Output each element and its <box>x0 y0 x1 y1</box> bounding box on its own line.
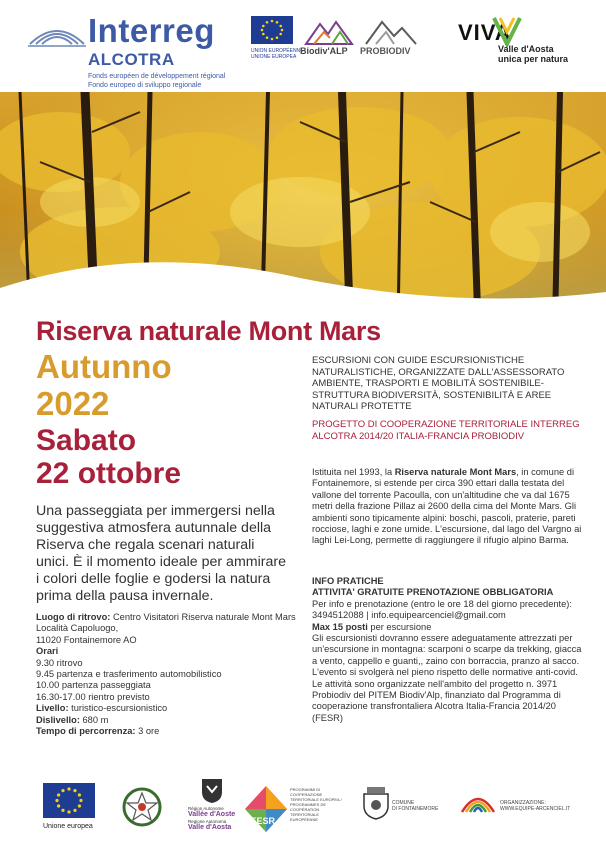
elevation-value: 680 m <box>79 714 109 725</box>
date-title: 22 ottobre <box>36 457 182 490</box>
viva-leaf-icon <box>490 14 524 48</box>
mountains-icon <box>300 16 360 46</box>
elevation-gain <box>36 715 296 726</box>
schedule-item: 10.00 partenza passeggiata <box>36 680 151 691</box>
biodivalp-logo <box>300 16 360 58</box>
schedule-item: 9.30 ritrovo <box>36 657 83 668</box>
info-title: INFO PRATICHE <box>312 576 384 586</box>
elevation-label: Dislivello: <box>36 714 80 725</box>
reserve-text-1: Istituita nel 1993, la <box>312 467 395 477</box>
valle-text-1: Région Autonome <box>188 806 224 811</box>
progetto-description: PROGETTO DI COOPERAZIONE TERRITORIALE INTERREG ALCOTRA 2014/20 ITALIA-FRANCIA PROBIODIV <box>312 419 580 442</box>
valle-daosta-logo <box>188 778 236 838</box>
viva-logo <box>458 14 588 74</box>
organizer-label-1: ORGANIZZAZIONE: <box>500 800 546 806</box>
valle-text-3: Regione Autonoma <box>188 819 227 824</box>
duration-label: Tempo di percorrenza: <box>36 726 136 737</box>
max-participants <box>312 622 584 633</box>
alcotra-wordmark: ALCOTRA <box>88 50 175 69</box>
reserve-name: Riserva naturale Mont Mars <box>394 467 517 477</box>
probiodiv-logo <box>360 16 420 58</box>
difficulty-value: turistico-escursionistico <box>68 703 168 714</box>
header <box>0 0 606 98</box>
contact-info[interactable]: 3494512088 | info.equipearcenciel@gmail.com <box>312 610 506 621</box>
interreg-wordmark: Interreg <box>88 12 215 49</box>
duration-value: 3 ore <box>135 726 160 737</box>
eu-flag-icon <box>251 16 293 44</box>
fesr-label: FESR <box>251 816 276 826</box>
fontainemore-label-1: COMUNE <box>392 800 415 806</box>
valle-text-2: Vallée d'Aoste <box>188 811 236 818</box>
valle-text-4: Valle d'Aosta <box>188 824 232 831</box>
coat-of-arms-icon <box>201 778 223 804</box>
info-booking: Per info e prenotazione (entro le ore 18 del giorno precedente): <box>312 598 572 609</box>
fondo-text: Fondo europeo di sviluppo regionale <box>88 82 202 89</box>
info-section <box>312 576 584 724</box>
eu-label-top: UNION EUROPÉENNE UNIONE EUROPEA <box>251 48 304 60</box>
fontainemore-label-2: DI FONTAINEMORE <box>392 806 439 812</box>
fesr-logo <box>241 782 291 836</box>
schedule-item: 9.45 partenza e trasferimento automobilistico <box>36 669 222 680</box>
reserve-description <box>312 467 584 547</box>
meeting-point-value: Centro Visitatori Riserva naturale Mont Mars <box>110 612 296 622</box>
cooperation-programmes-text: PROGRAMMI DI COOPERAZIONE TERRITORIALE EUROPEA / PROGRAMMES DE COOPÉRATION TERRITORIALE EUROPÉENNE <box>290 787 342 822</box>
viva-sub1: Valle d'Aosta <box>498 44 554 54</box>
larch-forest-photo <box>0 92 606 324</box>
viva-wordmark: VIVA <box>458 20 512 45</box>
fonds-text: Fonds européen de développement régional <box>88 73 226 80</box>
event-title: Riserva naturale Mont Mars <box>36 316 381 346</box>
difficulty-level <box>36 703 296 714</box>
difficulty-label: Livello: <box>36 703 69 714</box>
eu-label: Unione europea <box>43 823 93 830</box>
equipe-arcenciel-logo <box>458 786 498 820</box>
covid-note: L'evento si svolgerà nel pieno rispetto delle normative anti-covid. <box>312 667 578 678</box>
viva-sub2: unica per natura <box>498 54 569 64</box>
schedule-item: 16.30-17.00 rientro previsto <box>36 691 150 702</box>
organizer-label <box>500 800 570 812</box>
intro-paragraph: Una passeggiata per immergersi nella suggestiva atmosfera autunnale della Riserva che regala scenari naturali unici. È il momento ideale per ammirare i colori delle foglie e godersi la natura prima della pausa invernale. <box>36 503 286 605</box>
fontainemore-label <box>392 800 438 812</box>
italian-emblem-icon <box>121 785 163 829</box>
meeting-point <box>36 612 296 623</box>
probiodiv-mountains-icon <box>360 16 420 46</box>
year-title: 2022 <box>36 385 110 422</box>
schedule-label: Orari <box>36 646 59 657</box>
logistics-section <box>36 612 296 737</box>
organizer-website[interactable]: WWW.EQUIPE-ARCENCIEL.IT <box>500 806 571 812</box>
fontainemore-coat-icon <box>362 786 390 820</box>
interreg-alcotra-logo <box>28 12 238 92</box>
max-participants-bold: Max 15 posti <box>312 621 368 632</box>
free-activity-label: ATTIVITA' GRATUITE PRENOTAZIONE OBBLIGATORIA <box>312 587 554 598</box>
locality: Località Capoluogo, <box>36 623 119 634</box>
duration <box>36 726 296 737</box>
biodivalp-label: Biodiv'ALP <box>300 46 348 56</box>
escursioni-description: ESCURSIONI CON GUIDE ESCURSIONISTICHE NATURALISTICHE, ORGANIZZATE DALL'ASSESSORATO AMBIENTE, TRASPORTI E MOBILITÀ SOSTENIBILE-STRUTTURA BIODIVERSITÀ, SOSTENIBILITÀ E AREE NATURALI PROTETTE <box>312 355 565 412</box>
project-note: Le attività sono organizzate nell'ambito del progetto n. 3971 Probiodiv del PITEM Biodiv'Alp, finanziato dal Programma di cooperazione transfrontaliera Alcotra Italia-Francia 2014/20 (FESR) <box>312 678 561 723</box>
reserve-text-2: , in comune di Fontainemore, si estende per circa 390 ettari dalla testata del vallone del torrente Pacoulla, con un'altitudine che va dal 1675 metri della frazione Pillaz ai 2600 della cima del Monte Mars. Gli ambienti sono tipicamente alpini: boschi, pascoli, praterie, pareti rocciose, laghi e zone umide. L'escursione, dal lago del Vargno ai laghi Lei-Long, permette di raggiungere il rifugio alpino Barma. <box>312 467 582 546</box>
dome-icon <box>28 16 86 50</box>
max-participants-rest: per escursione <box>367 621 432 632</box>
probiodiv-label: PROBIODIV <box>360 46 411 56</box>
postal-address: 11020 Fontainemore AO <box>36 634 137 645</box>
equipment-note: Gli escursionisti dovranno essere adeguatamente attrezzati per un'escursione in montagna: scarponi o scarpe da trekking, giacca a vento, cappello e guanti,, zaino con borraccia, pranzo al sacco. <box>312 633 582 666</box>
season-title: Autunno <box>36 348 172 385</box>
meeting-point-label: Luogo di ritrovo: <box>36 612 111 622</box>
eu-flag-icon <box>43 783 95 818</box>
day-title: Sabato <box>36 424 137 457</box>
